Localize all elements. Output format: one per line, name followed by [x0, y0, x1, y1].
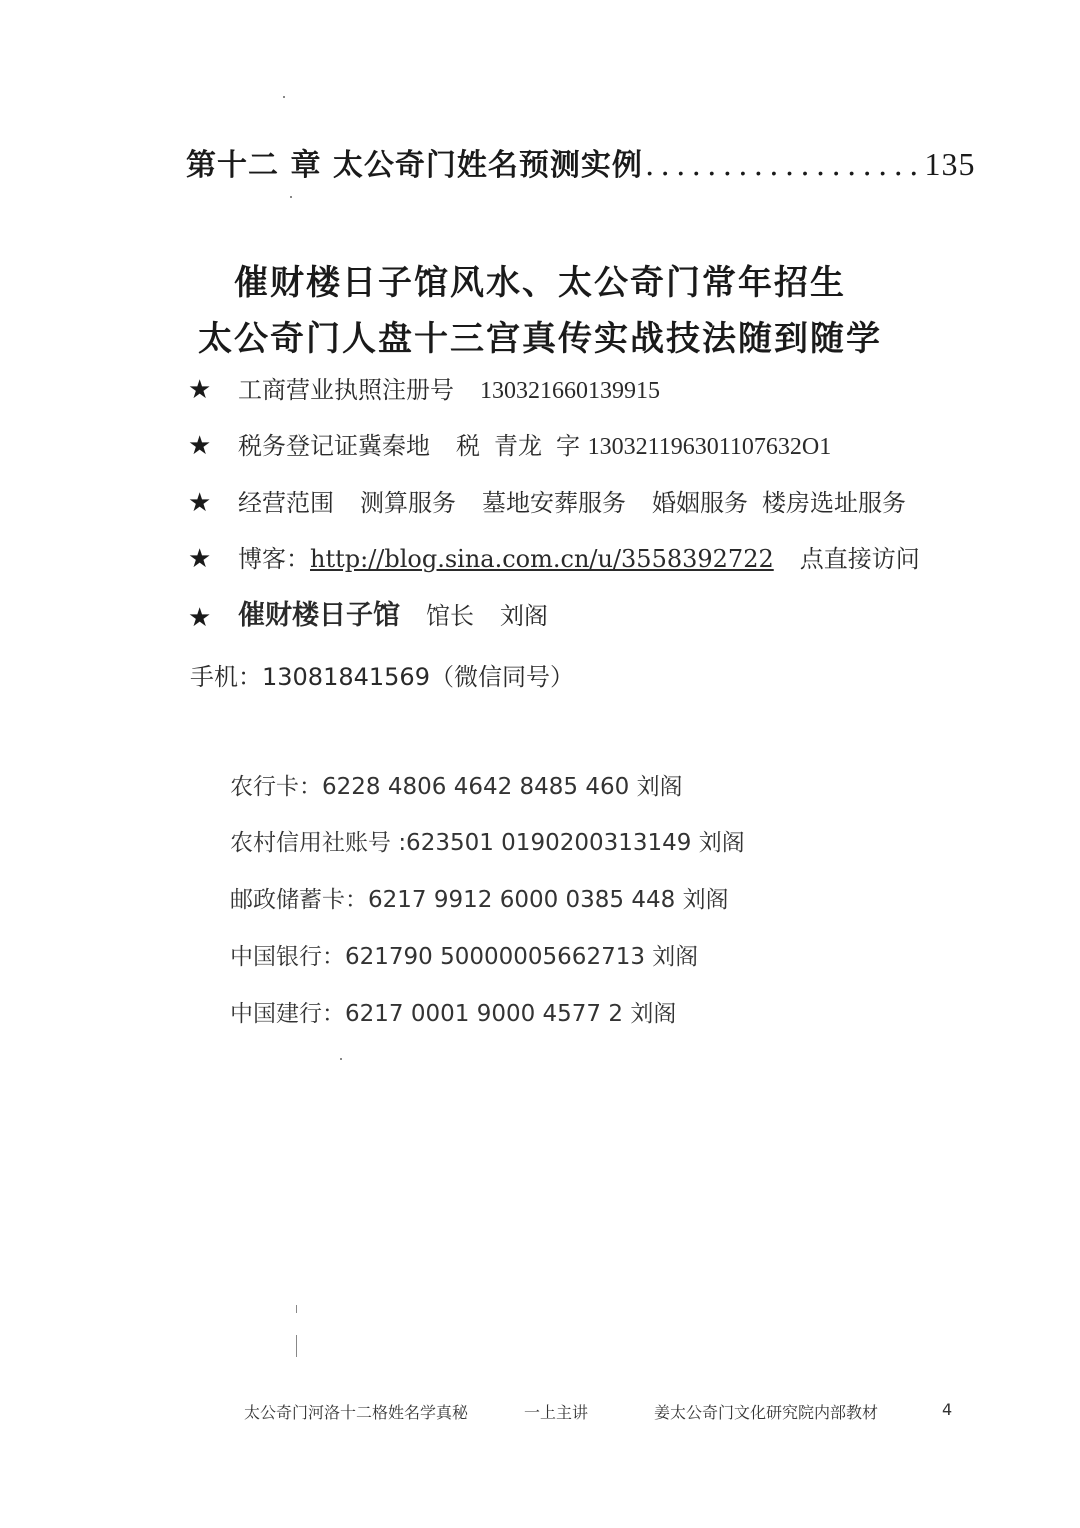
scope-item: 墓地安葬服务: [482, 489, 626, 517]
tax-label: 税务登记证冀秦地: [238, 432, 430, 460]
bank-label: 邮政储蓄卡：: [230, 887, 368, 913]
blog-label: 博客：: [238, 545, 310, 573]
toc-chapter-title: 第十二 章 太公奇门姓名预测实例: [186, 148, 643, 183]
scope-label: 经营范围: [238, 489, 334, 517]
license-number: 130321660139915: [480, 378, 660, 404]
bank-account-row: [230, 941, 698, 973]
star-icon: ★: [188, 488, 212, 518]
bank-number: 6217 0001 9000 4577 2: [345, 1001, 624, 1027]
headline-line-1: 催财楼日子馆风水、太公奇门常年招生: [234, 263, 846, 303]
toc-leaders: ..................: [644, 148, 925, 183]
phone-line: 手机：13081841569（微信同号）: [190, 663, 574, 691]
bank-account-row: [230, 827, 745, 859]
headline-line-2: 太公奇门人盘十三宫真传实战技法随到随学: [198, 319, 882, 359]
scan-speck: [296, 1305, 297, 1313]
bank-account-row: [230, 998, 676, 1030]
bank-number: :623501 0190200313149: [398, 830, 692, 856]
bank-holder: 刘阁: [682, 887, 729, 913]
manager-name: 刘阁: [500, 602, 548, 630]
toc-page-number: 135: [924, 146, 976, 182]
manager-title: 馆长: [426, 602, 474, 630]
shop-name: 催财楼日子馆: [238, 600, 400, 631]
footer-lecturer: 一上主讲: [524, 1403, 589, 1422]
scope-item: 测算服务: [360, 489, 456, 517]
tax-mid-1: 税: [456, 432, 480, 460]
tax-line: [238, 428, 831, 465]
bank-number: 6228 4806 4642 8485 460: [322, 774, 630, 800]
blog-note: 点直接访问: [799, 545, 920, 573]
tax-mid-2: 青龙: [494, 432, 542, 460]
bank-number: 621790 50000005662713: [345, 944, 645, 970]
footer-page-number: 4: [942, 1400, 953, 1419]
blog-line: [238, 541, 920, 577]
bank-holder: 刘阁: [630, 1001, 677, 1027]
scan-speck: [340, 1058, 342, 1060]
star-icon: ★: [188, 603, 212, 633]
tax-number: 130321196301107632O1: [587, 434, 832, 460]
manager-line: [238, 598, 548, 634]
footer-institute: 姜太公奇门文化研究院内部教材: [654, 1403, 879, 1422]
toc-entry: [186, 140, 976, 184]
bank-label: 农行卡：: [230, 774, 322, 800]
blog-link[interactable]: http://blog.sina.com.cn/u/3558392722: [310, 545, 774, 573]
scope-item: 楼房选址服务: [762, 489, 906, 517]
bank-label: 农村信用社账号: [230, 830, 391, 856]
bank-label: 中国建行：: [230, 1001, 345, 1027]
bank-holder: 刘阁: [698, 830, 745, 856]
license-line: [238, 372, 660, 409]
scope-line: [238, 485, 906, 521]
scan-speck: [296, 1335, 297, 1357]
bank-holder: 刘阁: [652, 944, 699, 970]
bank-holder: 刘阁: [636, 774, 683, 800]
star-icon: ★: [188, 375, 212, 405]
license-label: 工商营业执照注册号: [238, 376, 454, 404]
scan-speck: [290, 196, 292, 198]
scan-speck: [283, 96, 285, 98]
bank-label: 中国银行：: [230, 944, 345, 970]
bank-account-row: [230, 884, 729, 916]
star-icon: ★: [188, 544, 212, 574]
bank-number: 6217 9912 6000 0385 448: [368, 887, 676, 913]
tax-mid-3: 字: [556, 432, 580, 460]
bank-account-row: [230, 771, 683, 803]
footer-book-title: 太公奇门河洛十二格姓名学真秘: [244, 1403, 469, 1422]
scope-item: 婚姻服务: [652, 489, 748, 517]
star-icon: ★: [188, 431, 212, 461]
